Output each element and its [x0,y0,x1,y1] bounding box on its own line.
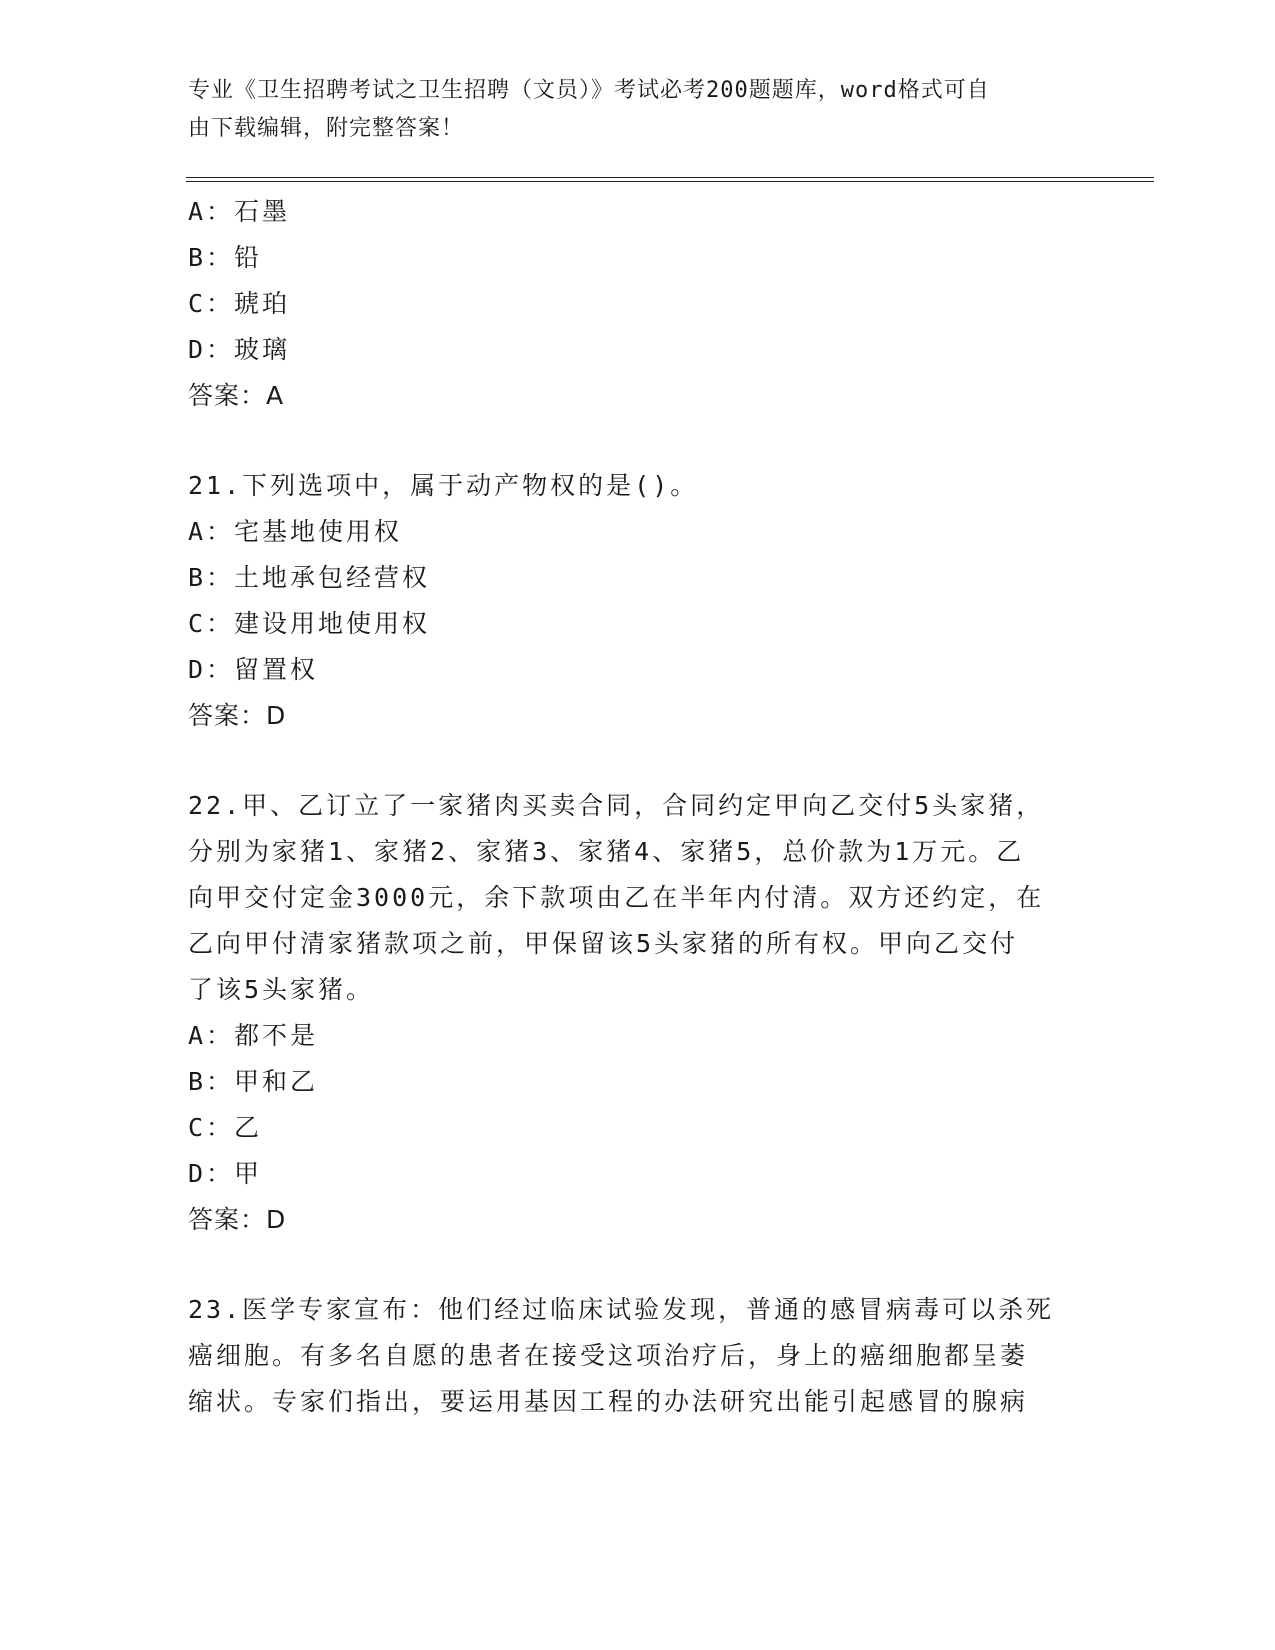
question-stem-line: 缩状。专家们指出，要运用基因工程的办法研究出能引起感冒的腺病 [188,1387,1029,1416]
option-a: A：宅基地使用权 [188,517,403,546]
question-stem-line: 了该5头家猪。 [188,975,375,1004]
option-a: A：都不是 [188,1021,319,1050]
option-c: C：乙 [188,1113,263,1142]
option-b: B：铅 [188,243,263,272]
header-divider-top [186,177,1154,178]
option-d: D：甲 [188,1159,263,1188]
header-line-2: 由下载编辑，附完整答案！ [188,116,465,141]
header-line-1: 专业《卫生招聘考试之卫生招聘（文员）》考试必考200题题库，word格式可自 [188,78,990,103]
question-stem-line: 向甲交付定金3000元，余下款项由乙在半年内付清。双方还约定，在 [188,883,1045,912]
question-23 [188,1287,1088,1425]
question-21 [188,463,1088,739]
header-divider-bottom [186,181,1154,182]
answer: 答案：D [188,1205,287,1234]
question-stem-line: 乙向甲付清家猪款项之前，甲保留该5头家猪的所有权。甲向乙交付 [188,929,1019,958]
option-d: D：留置权 [188,655,319,684]
question-stem-line: 23.医学专家宣布：他们经过临床试验发现，普通的感冒病毒可以杀死 [188,1295,1055,1324]
question-list [188,189,1088,1425]
question-stem-line: 22.甲、乙订立了一家猪肉买卖合同，合同约定甲向乙交付5头家猪， [188,791,1045,820]
document-header [188,72,1068,148]
question-stem: 21.下列选项中，属于动产物权的是()。 [188,471,699,500]
option-c: C：琥珀 [188,289,291,318]
option-b: B：甲和乙 [188,1067,319,1096]
question-22 [188,783,1088,1243]
option-b: B：土地承包经营权 [188,563,431,592]
option-c: C：建设用地使用权 [188,609,431,638]
answer: 答案：D [188,701,287,730]
question-20 [188,189,1088,419]
question-stem-line: 分别为家猪1、家猪2、家猪3、家猪4、家猪5，总价款为1万元。乙 [188,837,1025,866]
option-a: A：石墨 [188,197,291,226]
question-stem-line: 癌细胞。有多名自愿的患者在接受这项治疗后，身上的癌细胞都呈萎 [188,1341,1029,1370]
answer: 答案：A [188,381,285,410]
option-d: D：玻璃 [188,335,291,364]
